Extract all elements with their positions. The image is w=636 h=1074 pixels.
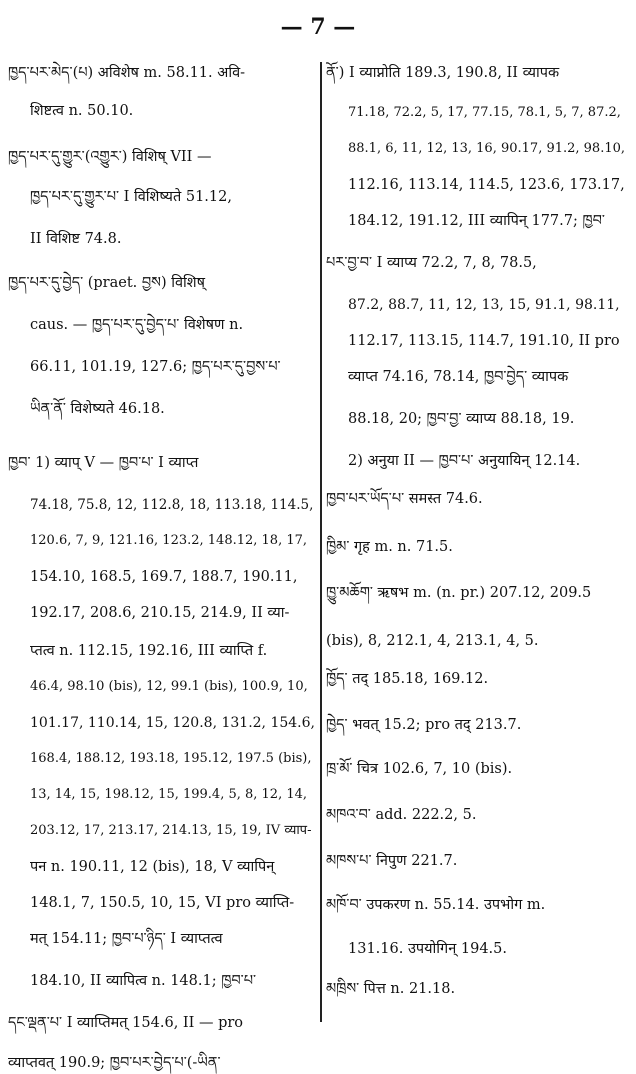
entry-line: མཁའ་བ་ add. 222.2, 5. — [326, 807, 477, 823]
entry-line: ནོ་) I व्याप्नोति 189.3, 190.8, II व्यापक — [326, 65, 560, 81]
entry-line: པར་བྱ་བ་ I व्याप्य 72.2, 7, 8, 78.5, — [326, 255, 537, 271]
entry-line: ཁྱུ་མཆོག་ ऋषभ m. (n. pr.) 207.12, 209.5 — [326, 585, 592, 601]
entry-line: caus. — ཁྱད་པར་དུ་བྱེད་པ་ विशेषण n. — [30, 317, 244, 333]
entry-line: 168.4, 188.12, 193.18, 195.12, 197.5 (bis), — [30, 751, 312, 766]
entry-line: 148.1, 7, 150.5, 10, 15, VI pro व्याप्ति- — [30, 895, 295, 911]
entry-line: 112.16, 113.14, 114.5, 123.6, 173.17, — [348, 177, 625, 193]
entry-line: ཁྱབ་ 1) व्याप् V — ཁྱབ་པ་ I व्याप्त — [8, 455, 199, 471]
entry-line: पन n. 190.11, 12 (bis), 18, V व्यापिन् — [30, 859, 275, 875]
entry-line: ཁྱད་པར་དུ་གྱུར་(འགྱུར་) विशिष् VII — — [8, 149, 212, 165]
entry-line: 87.2, 88.7, 11, 12, 13, 15, 91.1, 98.11, — [348, 297, 620, 313]
entry-line: व्याप्त 74.16, 78.14, ཁྱབ་བྱེད་ व्यापक — [348, 369, 569, 385]
entry-line: ཁྱིམ་ गृह m. n. 71.5. — [326, 539, 453, 555]
entry-line: ཁྱབ་པར་ཡོད་པ་ समस्त 74.6. — [326, 491, 483, 507]
entry-line: प्तत्व n. 112.15, 192.16, III व्याप्ति f. — [30, 643, 268, 659]
entry-line: मत् 154.11; ཁྱབ་པ་ཉིད་ I व्याप्तत्व — [30, 931, 223, 947]
entry-line: II विशिष्ट 74.8. — [30, 231, 122, 247]
page-number: — 7 — — [280, 14, 356, 40]
entry-line: 184.10, II व्यापित्व n. 148.1; ཁྱབ་པ་ — [30, 973, 257, 989]
entry-line: ཁྱད་པར་དུ་གྱུར་པ་ I विशिष्यते 51.12, — [30, 189, 232, 205]
entry-line: ཁྲ་མོ་ चित्र 102.6, 7, 10 (bis). — [326, 761, 513, 777]
entry-line: 112.17, 113.15, 114.7, 191.10, II pro — [348, 333, 620, 349]
entry-line: 101.17, 110.14, 15, 120.8, 131.2, 154.6, — [30, 715, 315, 731]
entry-line: ཁྱད་པར་མེད་(པ) अविशेष m. 58.11. अवि- — [8, 65, 246, 81]
entry-line: 71.18, 72.2, 5, 17, 77.15, 78.1, 5, 7, 87.2, — [348, 105, 621, 120]
entry-line: 2) अनुया II — ཁྱབ་པ་ अनुयायिन् 12.14. — [348, 453, 581, 469]
entry-line: མཁོ་བ་ उपकरण n. 55.14. उपभोग m. — [326, 897, 546, 913]
entry-line: དང་ལྡན་པ་ I व्याप्तिमत् 154.6, II — pro — [8, 1015, 244, 1031]
entry-line: शिष्टत्व n. 50.10. — [30, 103, 134, 119]
entry-line: 13, 14, 15, 198.12, 15, 199.4, 5, 8, 12, 14, — [30, 787, 308, 802]
column-divider — [320, 62, 322, 1022]
entry-line: ཁྱད་པར་དུ་བྱེད་ (praet. བྱས) विशिष् — [8, 275, 206, 291]
entry-line: 192.17, 208.6, 210.15, 214.9, II व्या- — [30, 605, 290, 621]
entry-line: 88.1, 6, 11, 12, 13, 16, 90.17, 91.2, 98.10, — [348, 141, 626, 156]
entry-line: མཁྲིས་ पित्त n. 21.18. — [326, 981, 456, 997]
entry-line: 66.11, 101.19, 127.6; ཁྱད་པར་དུ་བྱས་པ་ — [30, 359, 281, 375]
entry-line: 184.12, 191.12, III व्यापिन् 177.7; ཁྱབ་ — [348, 213, 605, 229]
entry-line: 131.16. उपयोगिन् 194.5. — [348, 941, 507, 957]
entry-line: 46.4, 98.10 (bis), 12, 99.1 (bis), 100.9, 10, — [30, 679, 308, 694]
entry-line: མཁས་པ་ निपुण 221.7. — [326, 853, 458, 869]
entry-line: 88.18, 20; ཁྱབ་བྱ་ व्याप्य 88.18, 19. — [348, 411, 575, 427]
entry-line: ཁྱེད་ भवत् 15.2; pro तद् 213.7. — [326, 717, 522, 733]
entry-line: (bis), 8, 212.1, 4, 213.1, 4, 5. — [326, 633, 539, 649]
entry-line: 120.6, 7, 9, 121.16, 123.2, 148.12, 18, 17, — [30, 533, 308, 548]
entry-line: 74.18, 75.8, 12, 112.8, 18, 113.18, 114.5, — [30, 497, 314, 513]
entry-line: व्याप्तवत् 190.9; ཁྱབ་པར་བྱེད་པ་(-ཡིན་ — [8, 1055, 221, 1071]
entry-line: 154.10, 168.5, 169.7, 188.7, 190.11, — [30, 569, 298, 585]
entry-line: ཁྱོད་ तद् 185.18, 169.12. — [326, 671, 489, 687]
entry-line: 203.12, 17, 213.17, 214.13, 15, 19, IV व्याप- — [30, 823, 312, 838]
entry-line: ཡིན་ནོ་ विशेष्यते 46.18. — [30, 401, 165, 417]
